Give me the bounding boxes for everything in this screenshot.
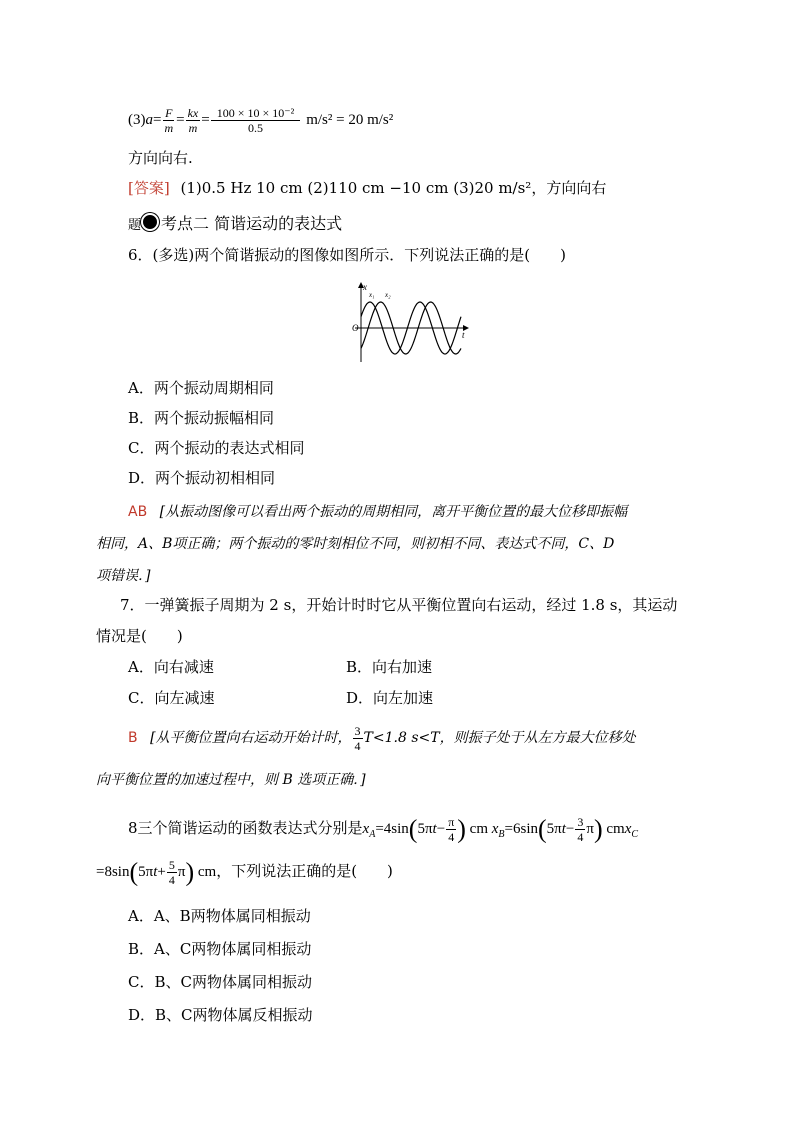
q8-option-a: A．A、B两物体属同相振动 [128,907,311,925]
q6-option-d: D．两个振动初相相同 [128,469,276,487]
fig-x-label: t [462,330,465,340]
section-bullet-icon [141,213,159,231]
q7-option-d: D．向左加速 [346,689,434,707]
q7-option-b: B．向右加速 [346,658,433,676]
q7-explanation-a: [从平衡位置向右运动开始计时， [150,730,352,746]
fig-y-label: x [363,282,367,292]
q5-frac1: $\frac{F}{m}$ [164,106,174,136]
fig-origin-label: O [352,323,359,333]
q8-option-b: B．A、C两物体属同相振动 [128,940,312,958]
q6-explanation-3: 项错误．] [96,568,151,584]
q8-option-d: D．B、C两物体属反相振动 [128,1006,313,1024]
q6-option-c: C．两个振动的表达式相同 [128,439,305,457]
section-header [128,213,342,236]
answer5-text: (1)0.5 Hz 10 cm (2)110 cm −10 cm (3)20 m/s²，方向向右 [180,179,607,197]
q6-option-b: B．两个振动振幅相同 [128,409,275,427]
section-prefix: 题 [128,218,142,233]
q5-frac3: $\frac{\text{100 × 10 × 10⁻²}}{0.5}$ [211,106,300,135]
q7-option-a: A．向右减速 [128,658,214,676]
q6-answer-key: AB [128,504,148,520]
answer5-line [128,178,606,198]
q8-option-c: C．B、C两物体属同相振动 [128,973,312,991]
q7-option-c: C．向左减速 [128,689,215,707]
fig-curve2-label: x₂ [385,291,391,299]
q7-explanation-b: T<1.8 s<T，则振子处于从左方最大位移处 [363,730,636,746]
fig-curve1-label: x₁ [369,291,375,299]
q6-explanation-1: [从振动图像可以看出两个振动的周期相同，离开平衡位置的最大位移即振幅 [159,504,628,520]
q5-direction: 方向向右. [128,149,193,167]
q6-figure [345,280,475,364]
q6-explanation-2: 相同，A、B项正确；两个振动的零时刻相位不同，则初相不同、表达式不同，C、D [96,536,615,552]
q5-formula-prefix: (3)a= [128,112,162,128]
q6-option-a: A．两个振动周期相同 [128,379,274,397]
q8-line-2: =8sin(5πt+ $\frac{5}{4}$ π) cm，下列说法正确的是( ) [96,857,393,888]
q7-answer-key: B [128,730,138,746]
q5-formula-suffix: m/s² = 20 m/s² [306,112,394,128]
q8-line-1: 8三个简谐运动的函数表达式分别是$x_A=4\sin(5\pi t-$ $\frac{\pi}{4}$ ) cm $x_B=6\sin(5\pi t-$ $\frac{3}{4}$ π) cmx$_C$ [128,814,639,845]
q5-formula: (3)a= $\frac{F}{m}$ = $\frac{kx}{m}$ = $\frac{\text{100 × 10 × 10⁻²}}{0.5}$ m/s² = 20 m/s² [128,106,394,136]
q7-stem-1: 7．一弹簧振子周期为 2 s，开始计时时它从平衡位置向右运动，经过 1.8 s，其运动 [120,596,678,614]
answer-tag: [答案] [128,179,170,197]
q7-answer-line [128,720,636,756]
q8-stem-a: 8三个简谐运动的函数表达式分别是 [128,819,363,837]
q6-answer-line [128,502,627,522]
q5-frac2: $\frac{kx}{m}$ [187,106,199,136]
section-title: 考点二 简谐运动的表达式 [161,214,343,233]
q8-xb-frac: $\frac{3}{4}$ [577,815,584,845]
q8-xc-frac: $\frac{5}{4}$ [168,858,175,888]
q7-fraction: $\frac{3}{4}$ [354,723,361,753]
q8-stem-b: ，下列说法正确的是( ) [216,862,393,880]
q7-stem-2: 情况是( ) [96,627,183,645]
q6-stem: 6．(多选)两个简谐振动的图像如图所示．下列说法正确的是( ) [128,246,566,264]
q7-explanation-c: 向平衡位置的加速过程中，则 B 选项正确．] [96,772,366,788]
q8-xa-frac: $\frac{\pi}{4}$ [448,815,455,845]
